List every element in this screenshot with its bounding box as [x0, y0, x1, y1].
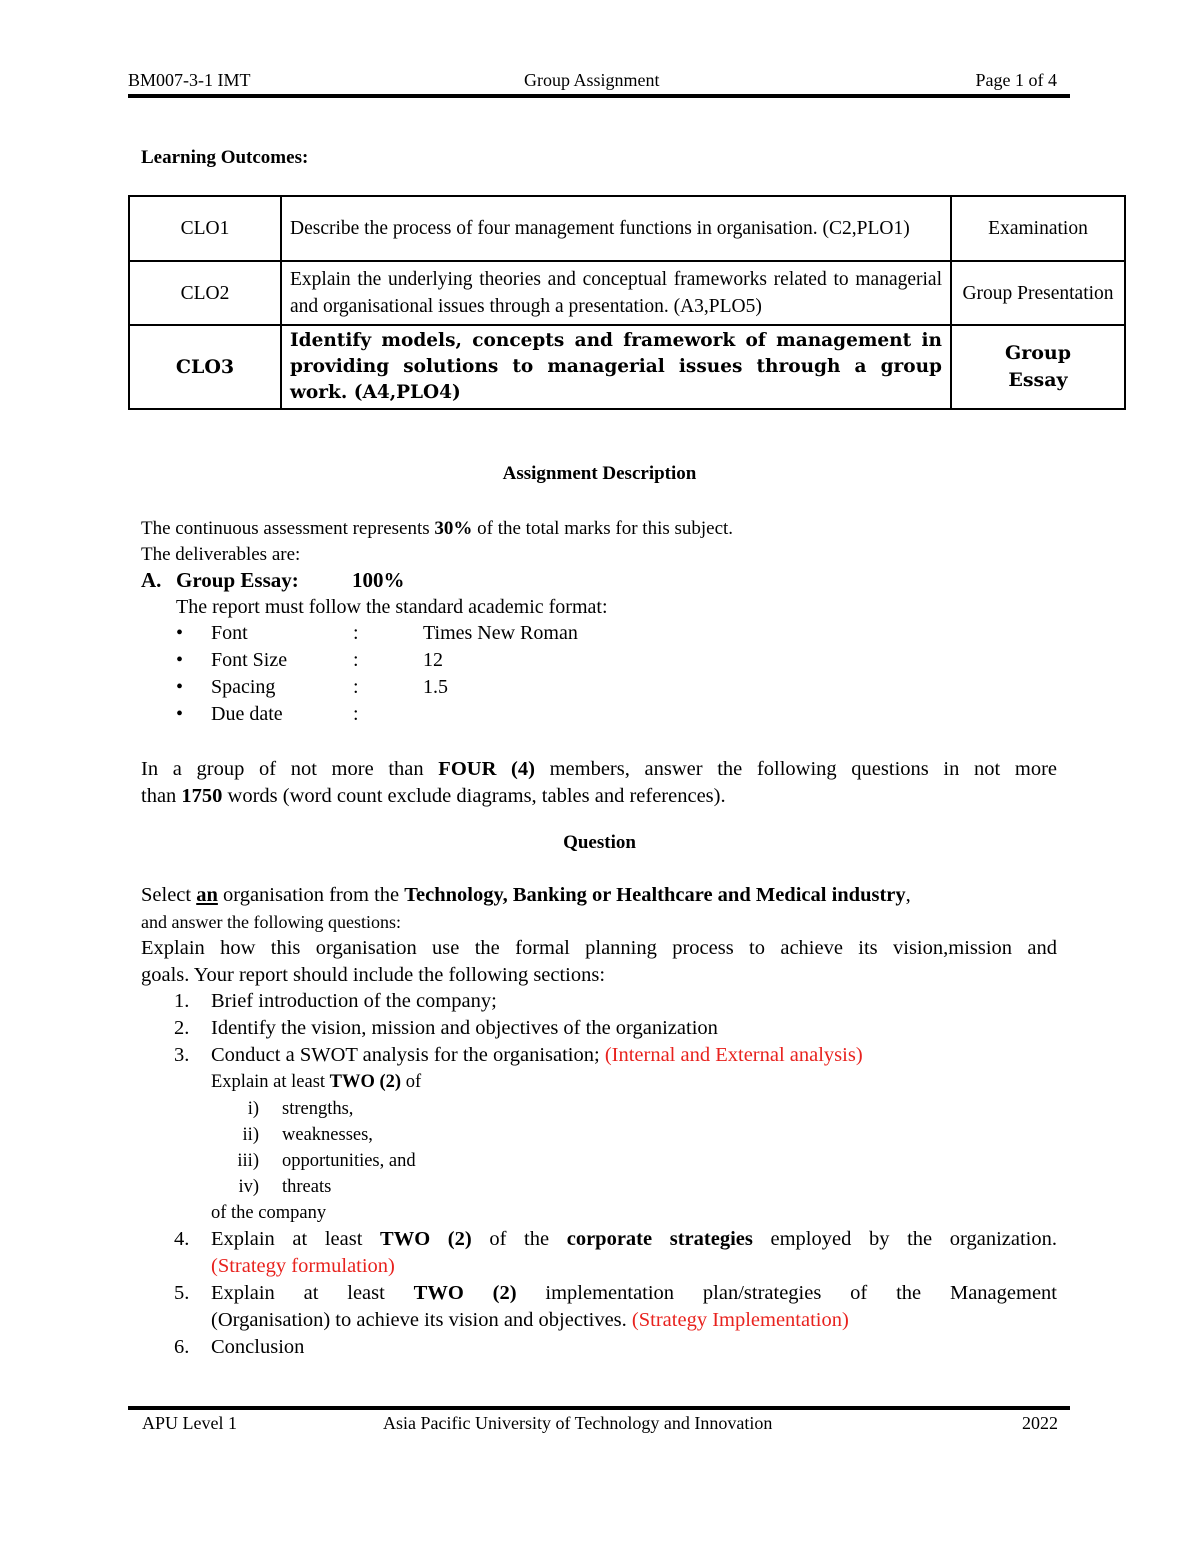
- footer-rule: [128, 1406, 1070, 1410]
- clo-code: CLO3: [129, 325, 281, 409]
- clo-description: Describe the process of four management functions in organisation. (C2,PLO1): [281, 196, 951, 261]
- list-item: 6. Conclusion: [174, 1336, 305, 1358]
- clo-assessment: Examination: [951, 196, 1125, 261]
- group-instruction-line2: than 1750 words (word count exclude diagrams, tables and references).: [141, 785, 726, 807]
- clo-description: Identify models, concepts and framework of management in providing solutions to managerial issues through a group work. (A4,PLO4): [281, 325, 951, 409]
- table-row: [129, 196, 1125, 261]
- learning-outcomes-title: Learning Outcomes:: [141, 147, 309, 168]
- explain-line1: Explain how this organisation use the formal planning process to achieve its vision,mission and: [141, 937, 1057, 959]
- clo-code: CLO1: [129, 196, 281, 261]
- page-header: [128, 70, 1056, 94]
- sections-list: [141, 988, 1061, 1361]
- list-item: iii) opportunities, and: [237, 1151, 416, 1171]
- explain-line2: goals. Your report should include the following sections:: [141, 964, 606, 986]
- learning-outcomes-table: [128, 195, 1126, 410]
- deliverable-item: A. Group Essay: 100%: [141, 568, 405, 592]
- page-number: Page 1 of 4: [975, 70, 1057, 90]
- list-item: • Due date :: [176, 703, 359, 725]
- list-item: i) strengths,: [247, 1099, 354, 1119]
- strategy-implementation-line: (Organisation) to achieve its vision and objectives. (Strategy Implementation): [211, 1309, 849, 1331]
- clo-assessment: Group Essay: [951, 325, 1125, 409]
- list-item: ii) weaknesses,: [242, 1125, 373, 1145]
- swot-list: [141, 1096, 1061, 1226]
- doc-type: Group Assignment: [524, 70, 660, 90]
- table-row: [129, 261, 1125, 325]
- clo-code: CLO2: [129, 261, 281, 325]
- list-item: iv) threats: [238, 1177, 332, 1197]
- list-item: 2. Identify the vision, mission and objectives of the organization: [174, 1017, 718, 1039]
- footer-university: Asia Pacific University of Technology and Innovation: [383, 1413, 773, 1433]
- list-item: 1. Brief introduction of the company;: [174, 990, 497, 1012]
- course-code: BM007-3-1 IMT: [128, 70, 251, 90]
- list-item: • Font : Times New Roman: [176, 622, 578, 644]
- clo-assessment: Group Presentation: [951, 261, 1125, 325]
- swot-end: of the company: [211, 1203, 327, 1223]
- answer-line: and answer the following questions:: [141, 912, 401, 932]
- footer-year: 2022: [1022, 1413, 1058, 1433]
- footer-level: APU Level 1: [142, 1413, 237, 1433]
- swot-explain: Explain at least TWO (2) of: [211, 1072, 422, 1092]
- list-item: • Spacing : 1.5: [176, 676, 448, 698]
- format-note: The report must follow the standard academic format:: [176, 596, 608, 618]
- select-line: Select an organisation from the Technology, Banking or Healthcare and Medical industry,: [141, 884, 911, 906]
- strategy-formulation-note: (Strategy formulation): [211, 1255, 395, 1277]
- clo-description: Explain the underlying theories and conceptual frameworks related to managerial and organisational issues through a presentation. (A3,PLO5): [281, 261, 951, 325]
- table-row: [129, 325, 1125, 409]
- assessment-intro: The continuous assessment represents 30% of the total marks for this subject.: [141, 518, 734, 539]
- list-item: 4. Explain at least TWO (2) of the corporate strategies employed by the organization.: [174, 1228, 1057, 1250]
- deliverables-label: The deliverables are:: [141, 544, 301, 565]
- list-item: 5. Explain at least TWO (2) implementation plan/strategies of the Management: [174, 1282, 1057, 1304]
- header-rule: [128, 94, 1070, 98]
- group-instruction-line1: In a group of not more than FOUR (4) members, answer the following questions in not more: [141, 758, 1057, 780]
- list-item: • Font Size : 12: [176, 649, 443, 671]
- assignment-title: Assignment Description: [502, 463, 697, 484]
- format-list: [176, 620, 776, 728]
- question-title: Question: [563, 832, 636, 853]
- list-item: 3. Conduct a SWOT analysis for the organisation; (Internal and External analysis): [174, 1044, 863, 1066]
